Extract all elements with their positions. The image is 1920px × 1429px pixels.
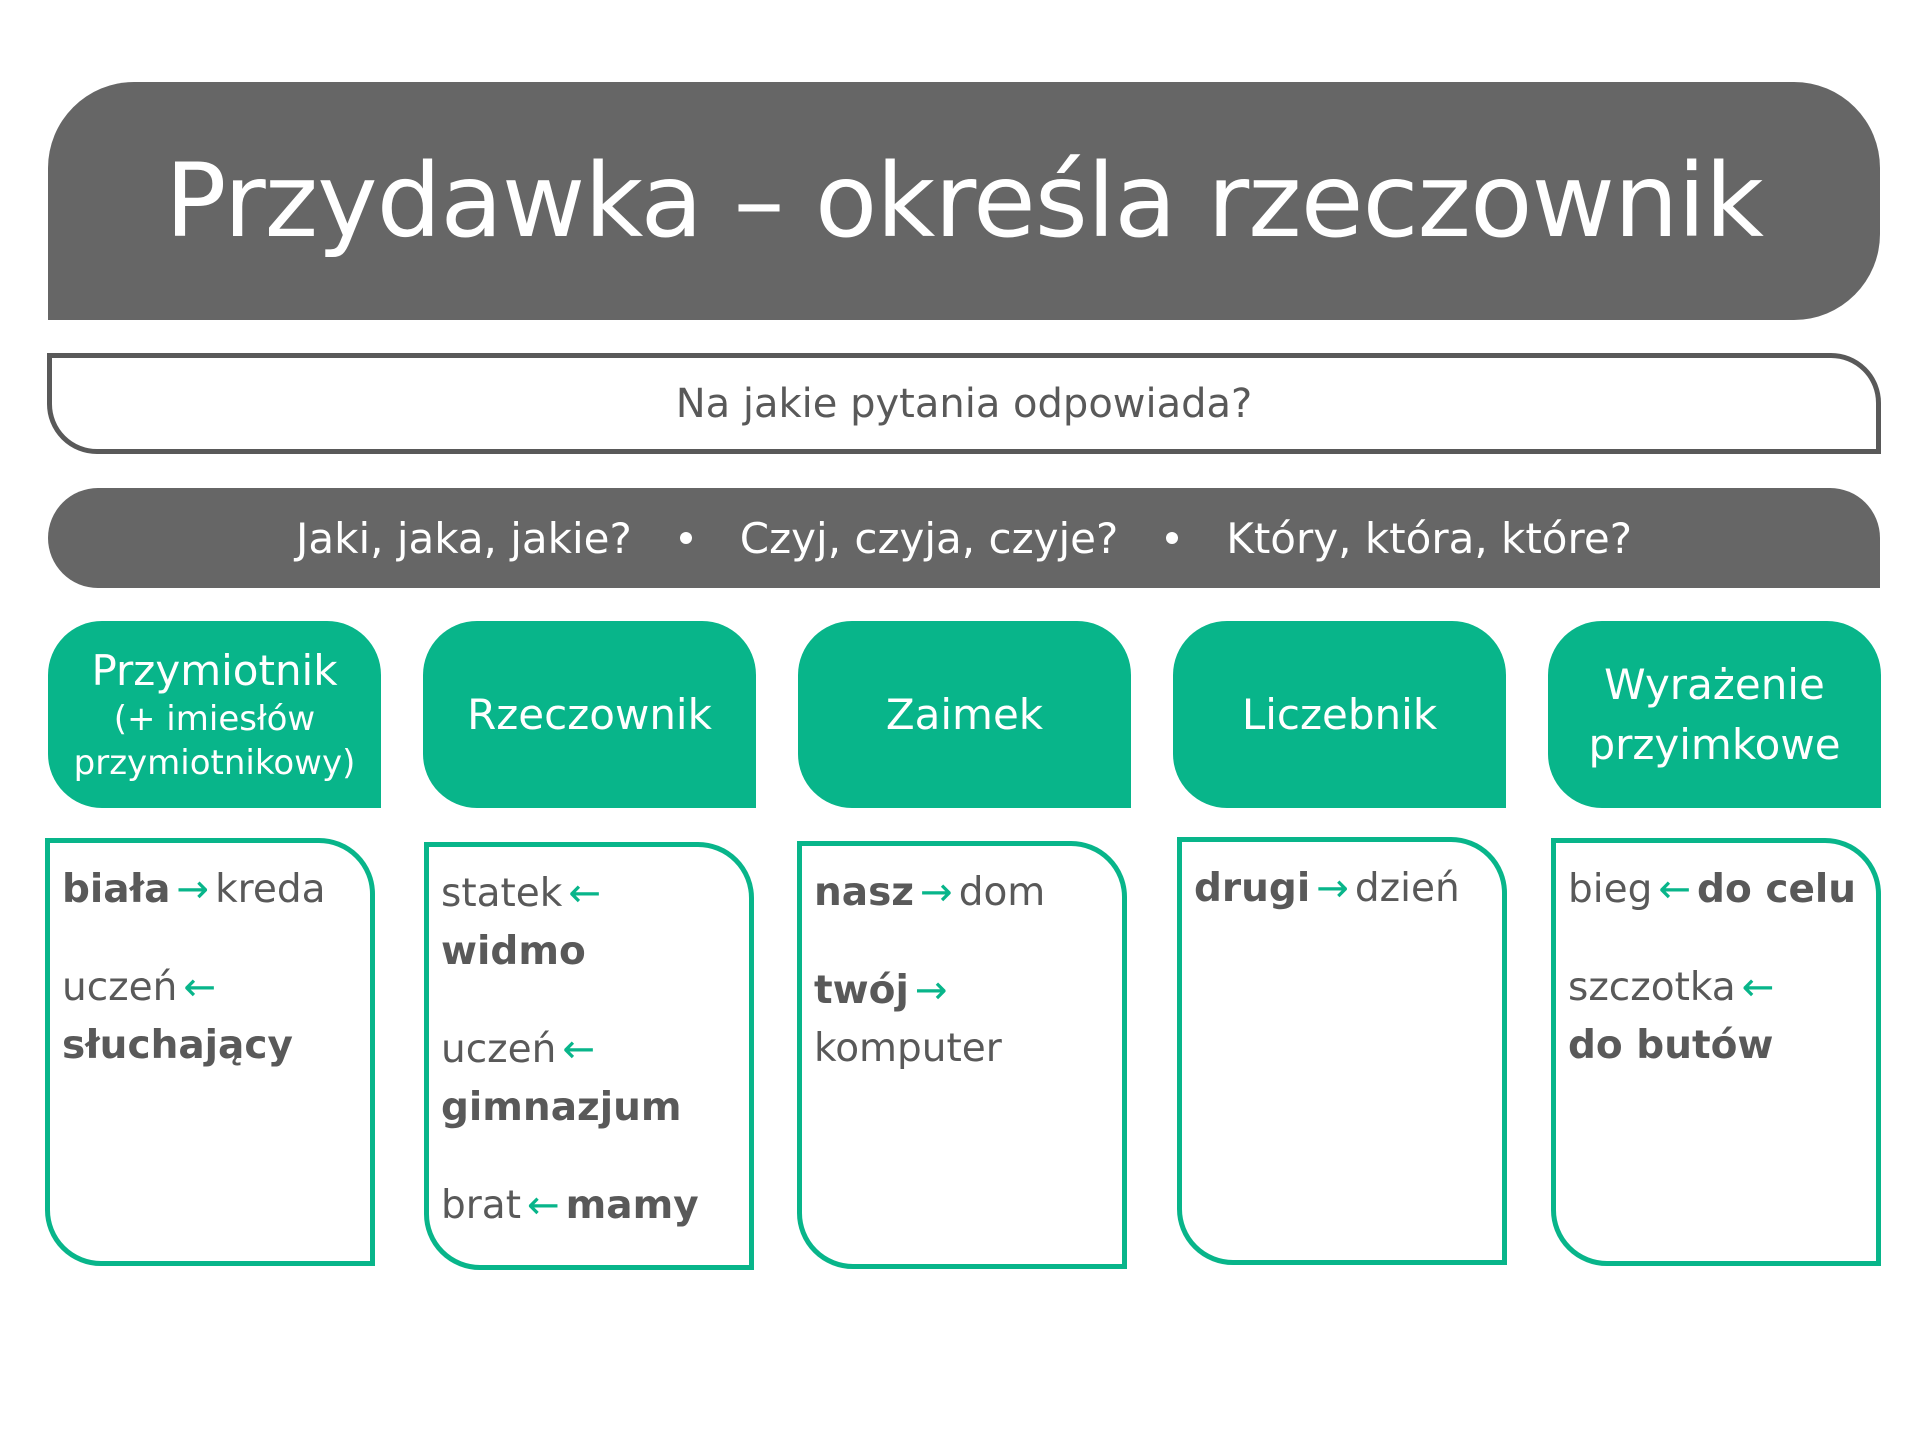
arrow-right-icon: → bbox=[914, 968, 948, 1013]
bullet-dot-icon bbox=[1166, 532, 1178, 544]
example-plain: brat bbox=[441, 1183, 521, 1228]
arrow-right-icon: → bbox=[1316, 866, 1349, 911]
category-label-line2: przyimkowe bbox=[1588, 719, 1841, 769]
example-item bbox=[62, 959, 370, 1075]
category-header-zaimek bbox=[798, 621, 1131, 808]
category-label: Przymiotnik bbox=[91, 645, 338, 695]
example-item bbox=[814, 962, 1122, 1078]
example-bold: do butów bbox=[1568, 1023, 1774, 1068]
answer-jaki: Jaki, jaka, jakie? bbox=[296, 513, 632, 563]
example-item bbox=[441, 1177, 749, 1235]
category-header-liczebnik bbox=[1173, 621, 1506, 808]
example-plain: uczeń bbox=[441, 1027, 557, 1072]
example-plain: dom bbox=[958, 870, 1046, 915]
arrow-right-icon: → bbox=[176, 867, 210, 912]
example-bold: gimnazjum bbox=[441, 1085, 682, 1130]
examples-box-zaimek bbox=[797, 841, 1127, 1269]
category-sub-line2: przymiotnikowy) bbox=[73, 742, 356, 783]
question-text: Na jakie pytania odpowiada? bbox=[675, 380, 1253, 427]
category-sub-line1: (+ imiesłów bbox=[113, 698, 316, 739]
example-item bbox=[814, 864, 1122, 922]
arrow-left-icon: ← bbox=[568, 871, 602, 916]
examples-box-wyrazenie-przyimkowe bbox=[1551, 838, 1881, 1266]
arrow-left-icon: ← bbox=[526, 1183, 560, 1228]
category-label: Liczebnik bbox=[1241, 689, 1438, 739]
category-label: Rzeczownik bbox=[467, 689, 712, 739]
examples-box-rzeczownik bbox=[424, 842, 754, 1270]
category-label: Zaimek bbox=[885, 689, 1044, 739]
arrow-left-icon: ← bbox=[183, 965, 217, 1010]
category-label-line1: Wyrażenie bbox=[1604, 659, 1825, 709]
example-bold: drugi bbox=[1194, 866, 1311, 911]
example-plain: bieg bbox=[1568, 867, 1653, 912]
title-banner bbox=[48, 82, 1880, 320]
bullet-dot-icon bbox=[680, 532, 692, 544]
category-header-przymiotnik bbox=[48, 621, 381, 808]
example-bold: widmo bbox=[441, 929, 586, 974]
category-header-wyrazenie-przyimkowe bbox=[1548, 621, 1881, 808]
answers-row bbox=[296, 514, 1632, 563]
question-banner bbox=[47, 353, 1881, 454]
example-item bbox=[441, 865, 749, 981]
example-plain: komputer bbox=[814, 1026, 1002, 1071]
example-item bbox=[62, 861, 370, 919]
arrow-right-icon: → bbox=[920, 870, 953, 915]
examples-box-liczebnik bbox=[1177, 837, 1507, 1265]
page-title: Przydawka – określa rzeczownik bbox=[165, 141, 1763, 261]
example-plain: kreda bbox=[215, 867, 326, 912]
arrow-left-icon: ← bbox=[1741, 965, 1775, 1010]
example-bold: mamy bbox=[565, 1183, 699, 1228]
example-item bbox=[441, 1021, 749, 1137]
example-plain: szczotka bbox=[1568, 965, 1736, 1010]
answers-banner bbox=[48, 488, 1880, 588]
example-item bbox=[1194, 860, 1502, 918]
example-plain: dzień bbox=[1354, 866, 1460, 911]
example-bold: do celu bbox=[1697, 867, 1857, 912]
example-item bbox=[1568, 959, 1876, 1075]
answer-czyj: Czyj, czyja, czyje? bbox=[739, 513, 1119, 563]
example-bold: twój bbox=[814, 968, 909, 1013]
example-plain: statek bbox=[441, 871, 563, 916]
example-bold: biała bbox=[62, 867, 171, 912]
examples-box-przymiotnik bbox=[45, 838, 375, 1266]
arrow-left-icon: ← bbox=[562, 1027, 596, 1072]
example-bold: nasz bbox=[814, 870, 914, 915]
example-bold: słuchający bbox=[62, 1023, 293, 1068]
example-item bbox=[1568, 861, 1876, 919]
answer-ktory: Który, która, które? bbox=[1226, 513, 1632, 563]
category-header-rzeczownik bbox=[423, 621, 756, 808]
arrow-left-icon: ← bbox=[1658, 867, 1692, 912]
example-plain: uczeń bbox=[62, 965, 178, 1010]
